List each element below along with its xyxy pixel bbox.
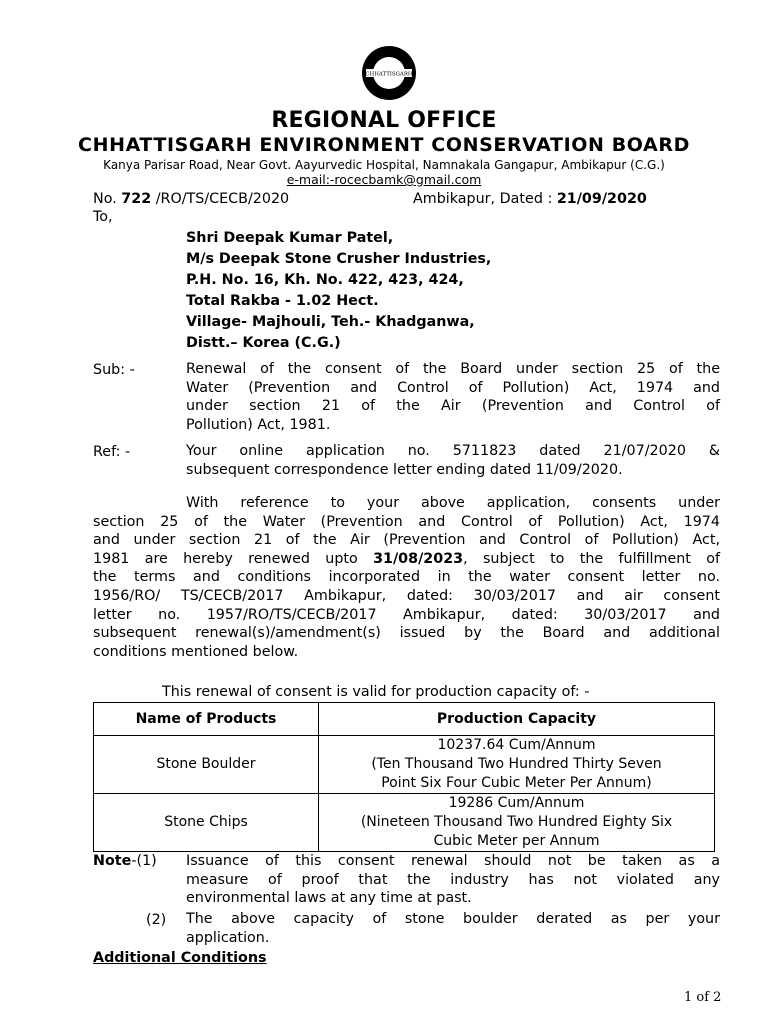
capacity-table: [93, 702, 715, 852]
production-capacity: 10237.64 Cum/Annum (Ten Thousand Two Hundred Thirty Seven Point Six Four Cubic Meter Per Annum): [319, 736, 715, 794]
recipient-line: Shri Deepak Kumar Patel,: [186, 230, 394, 246]
page-number: 1 of 2: [684, 990, 722, 1005]
production-capacity: 19286 Cum/Annum (Nineteen Thousand Two Hundred Eighty Six Cubic Meter per Annum: [319, 794, 715, 852]
letter-date: Ambikapur, Dated : 21/09/2020: [413, 191, 647, 207]
recipient-line: M/s Deepak Stone Crusher Industries,: [186, 251, 492, 267]
subject-text: Renewal of the consent of the Board under section 25 of the Water (Prevention and Control of Pollution) Act, 1974 and under section 21 of the Air (Prevention and Control of Pollution) Act, 1981.: [186, 361, 720, 433]
validity-statement: This renewal of consent is valid for production capacity of: -: [162, 684, 590, 700]
reference-text: Your online application no. 5711823 dated 21/07/2020 & subsequent correspondence letter ending dated 11/09/2020.: [186, 443, 720, 478]
body-paragraph: With reference to your above application, consents under section 25 of the Water (Prevention and Control of Pollution) Act, 1974 and under section 21 of the Air (Prevention and Control of Pollution) Act, 1981 are hereby renewed upto 31/08/2023, subject to the fulfillment of the terms and conditions incorporated in the water consent letter no. 1956/RO/ TS/CECB/2017 Ambikapur, dated: 30/03/2017 and air consent letter no. 1957/RO/TS/CECB/2017 Ambikapur, dated: 30/03/2017 and subsequent renewal(s)/amendment(s) issued by the Board and additional conditions mentioned below.: [93, 495, 720, 660]
additional-conditions-heading: Additional Conditions: [93, 950, 267, 966]
table-row: [94, 794, 715, 852]
office-address: Kanya Parisar Road, Near Govt. Aayurvedic Hospital, Namnakala Gangapur, Ambikapur (C.G.): [103, 158, 665, 172]
office-email[interactable]: e-mail:-rocecbamk@gmail.com: [286, 172, 482, 187]
note-2-text: The above capacity of stone boulder derated as per your application.: [186, 911, 720, 946]
recipient-line: Total Rakba - 1.02 Hect.: [186, 293, 379, 309]
recipient-line: Village- Majhouli, Teh.- Khadganwa,: [186, 314, 475, 330]
note-1-text: Issuance of this consent renewal should not be taken as a measure of proof that the industry has not violated any environmental laws at any time at past.: [186, 853, 720, 907]
subject-label: Sub: -: [93, 362, 135, 378]
table-row: [94, 736, 715, 794]
column-header: Name of Products: [94, 703, 319, 736]
recipient-line: Distt.– Korea (C.G.): [186, 335, 341, 351]
logo-text: CHHATTISGARH: [365, 71, 413, 78]
recipient-line: P.H. No. 16, Kh. No. 422, 423, 424,: [186, 272, 464, 288]
product-name: Stone Boulder: [94, 736, 319, 794]
office-title: REGIONAL OFFICE: [271, 108, 497, 133]
product-name: Stone Chips: [94, 794, 319, 852]
table-header-row: [94, 703, 715, 736]
letter-number: No. 722 /RO/TS/CECB/2020: [93, 191, 290, 207]
reference-label: Ref: -: [93, 444, 131, 460]
cecb-logo: [360, 44, 418, 102]
to-label: To,: [93, 209, 113, 225]
board-name: CHHATTISGARH ENVIRONMENT CONSERVATION BOARD: [78, 134, 690, 156]
note-label: Note-(1): [93, 853, 157, 869]
column-header: Production Capacity: [319, 703, 715, 736]
note-2-label: (2): [146, 912, 167, 928]
